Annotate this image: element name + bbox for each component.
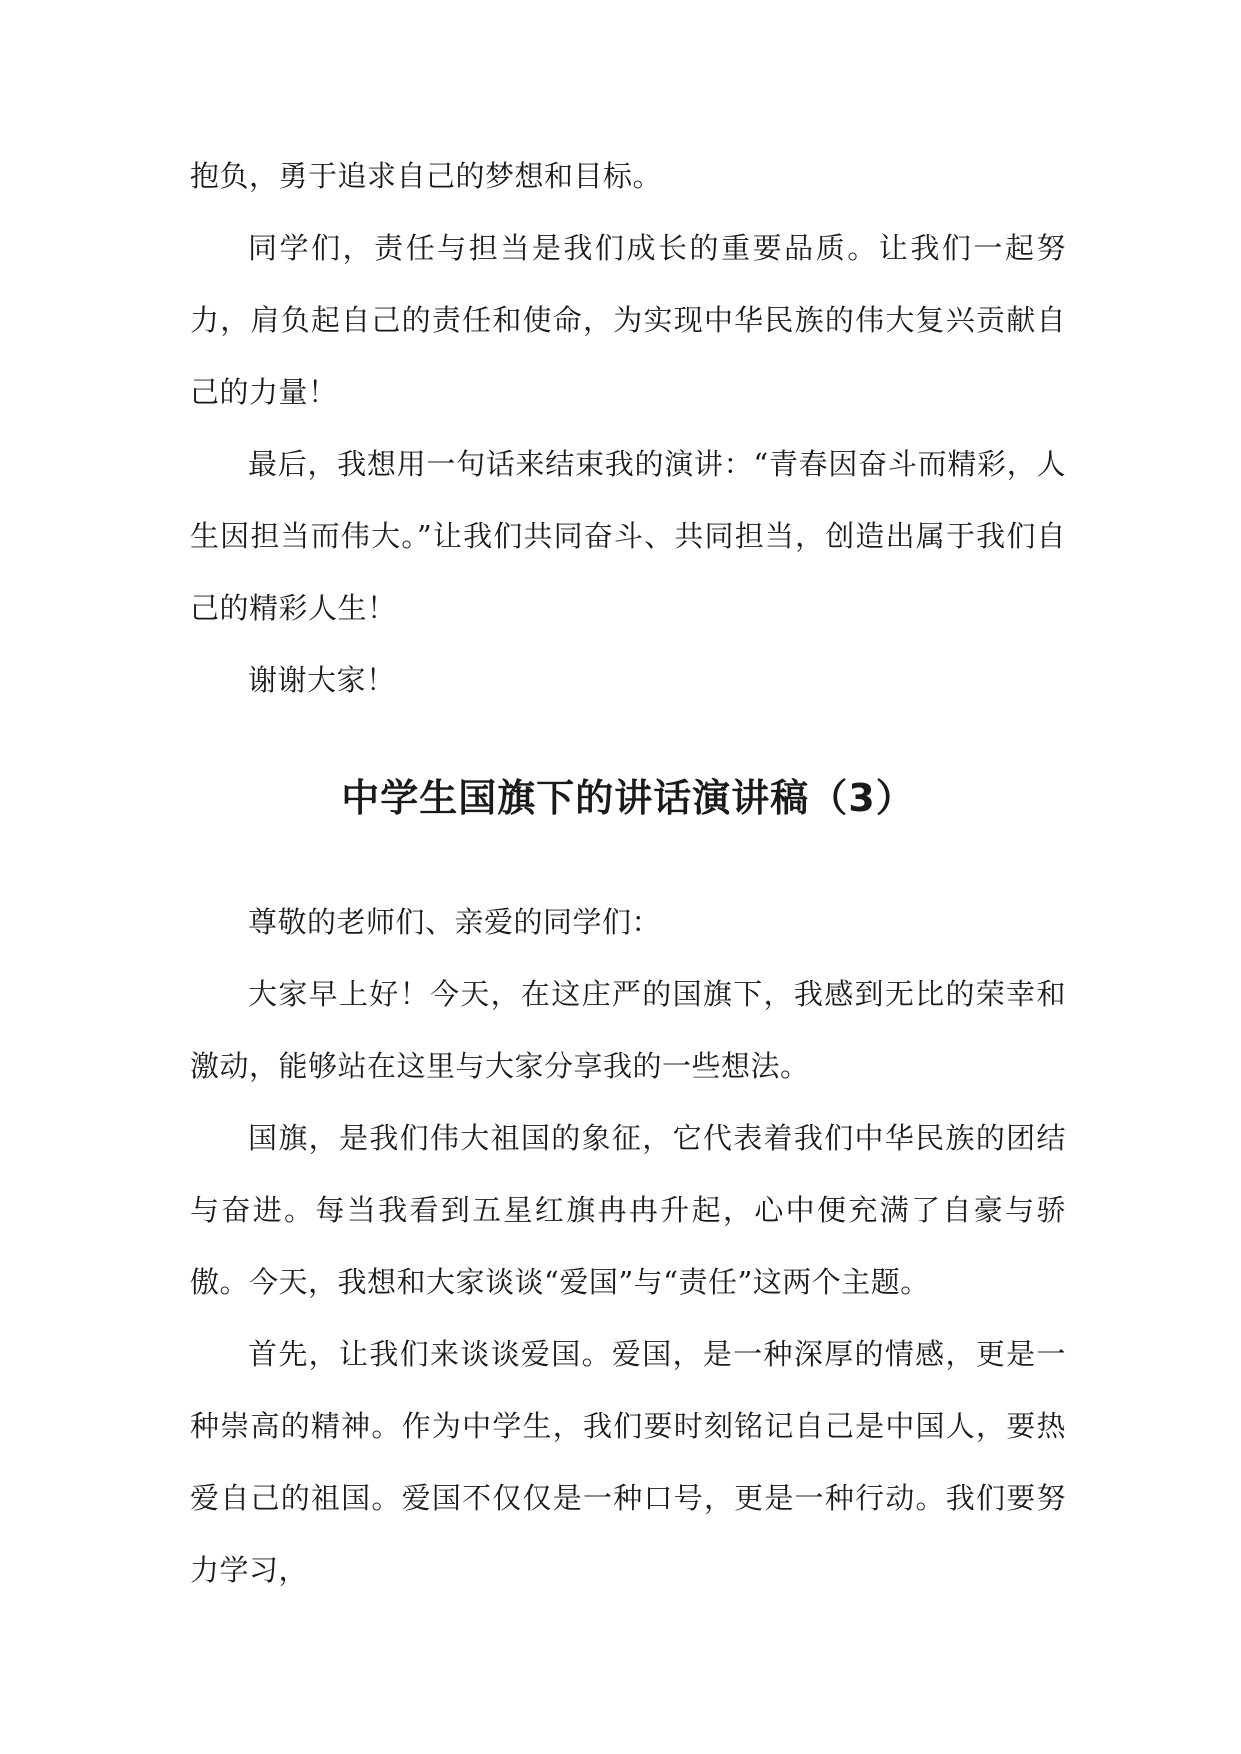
paragraph-patriotism: 首先，让我们来谈谈爱国。爱国，是一种深厚的情感，更是一种崇高的精神。作为中学生，我们要时刻铭记自己是中国人，要热爱自己的祖国。爱国不仅仅是一种口号，更是一种行动。我们要努力学习， xyxy=(190,1337,1066,1587)
section-title: 中学生国旗下的讲话演讲稿（3） xyxy=(341,776,915,820)
paragraph-salutation: 尊敬的老师们、亲爱的同学们： xyxy=(248,905,662,939)
paragraph-thanks: 谢谢大家！ xyxy=(248,663,396,697)
paragraph-continuation: 抱负，勇于追求自己的梦想和目标。 xyxy=(190,159,663,193)
document-body xyxy=(190,140,1066,1606)
paragraph-greeting: 大家早上好！今天，在这庄严的国旗下，我感到无比的荣幸和激动，能够站在这里与大家分享我的一些想法。 xyxy=(190,977,1066,1083)
paragraph-national-flag: 国旗，是我们伟大祖国的象征，它代表着我们中华民族的团结与奋进。每当我看到五星红旗冉冉升起，心中便充满了自豪与骄傲。今天，我想和大家谈谈“爱国”与“责任”这两个主题。 xyxy=(190,1121,1066,1299)
paragraph-responsibility: 同学们，责任与担当是我们成长的重要品质。让我们一起努力，肩负起自己的责任和使命，为实现中华民族的伟大复兴贡献自己的力量！ xyxy=(190,231,1066,409)
paragraph-closing-quote: 最后，我想用一句话来结束我的演讲：“青春因奋斗而精彩，人生因担当而伟大。”让我们共同奋斗、共同担当，创造出属于我们自己的精彩人生！ xyxy=(190,447,1066,625)
